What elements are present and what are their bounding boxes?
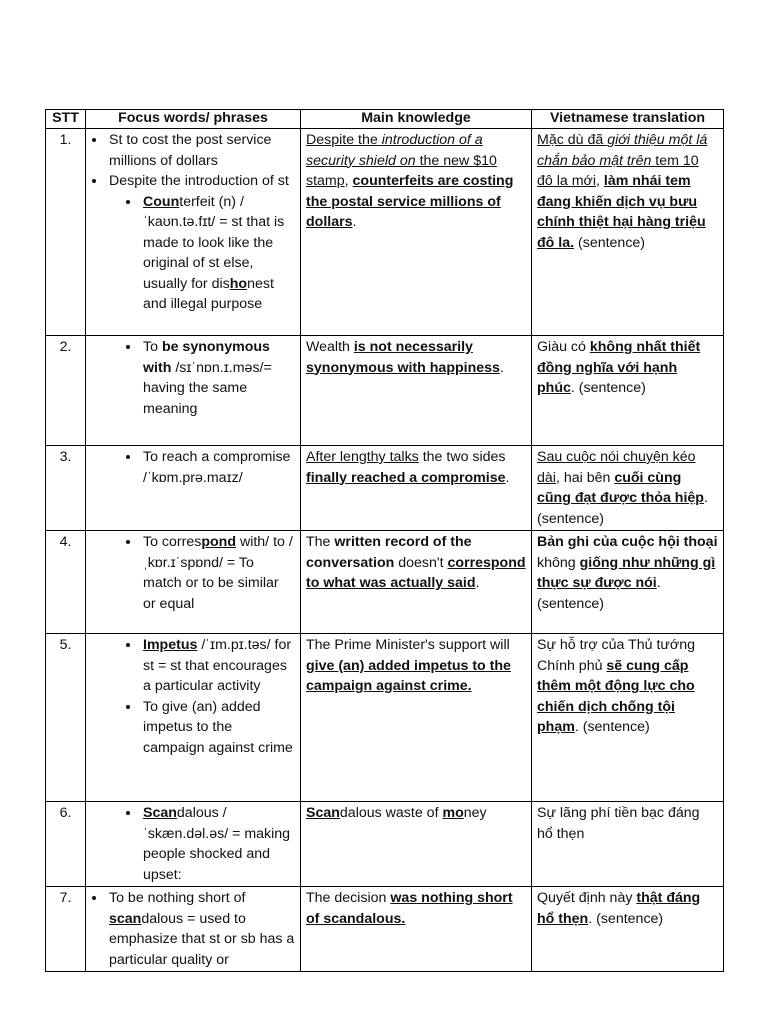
translation-cell	[532, 802, 724, 887]
text-run: /sɪˈnɒn.ɪ.məs/= having the same meaning	[143, 359, 272, 417]
translation-cell	[532, 129, 724, 336]
translation-cell	[532, 531, 724, 634]
translation-cell	[532, 336, 724, 446]
table-row	[46, 802, 724, 887]
text-run: Bản ghi của cuộc hội thoại	[537, 534, 718, 550]
focus-item	[141, 697, 295, 759]
focus-cell	[86, 446, 301, 531]
text-run: .	[505, 469, 510, 486]
text-run: be synonymous with	[143, 339, 270, 376]
text-run: làm nhái tem đang khiến dịch vụ bưu chính thiệt hại hàng triệu đô la.	[537, 173, 706, 251]
focus-sublist	[91, 447, 295, 488]
main-knowledge-cell	[301, 634, 532, 802]
focus-cell	[86, 129, 301, 336]
text-run: The decision	[306, 890, 391, 906]
text-run: giới thiệu một lá chắn bảo mật trên	[537, 132, 708, 169]
text-run: ho	[229, 275, 248, 292]
text-run: không	[537, 554, 580, 571]
text-run: the new $10 stamp	[306, 152, 497, 189]
text-run: Despite the	[306, 132, 382, 148]
text-run: dalous waste of	[339, 805, 443, 821]
header-stt: STT	[46, 110, 86, 129]
text-run: the two sides	[418, 449, 506, 465]
focus-cell	[86, 336, 301, 446]
row-number: 7.	[46, 887, 86, 972]
text-run: give (an) added impetus to the campaign against crime.	[306, 657, 511, 694]
text-run: The Prime Minister's support will	[306, 637, 510, 653]
row-number: 5.	[46, 634, 86, 802]
main-knowledge-cell	[301, 802, 532, 887]
focus-item	[141, 447, 295, 488]
text-run: correspond to what was actually said	[306, 554, 526, 591]
text-run: , hai bên	[555, 469, 615, 486]
text-run: giống như những gì thực sự được nói	[537, 554, 716, 591]
text-run: cuối cùng cũng đạt được thỏa hiệp	[537, 469, 704, 506]
translation-cell	[532, 634, 724, 802]
main-knowledge-cell	[301, 887, 532, 972]
focus-list	[91, 130, 295, 192]
text-run: mo	[442, 805, 464, 821]
text-run: introduction of a security shield on	[306, 132, 483, 169]
text-run: ,	[344, 173, 353, 189]
text-run: scan	[109, 910, 142, 927]
text-run: To reach a compromise /ˈkɒm.prə.maɪz/	[143, 449, 291, 486]
text-run: was nothing short of scandalous.	[306, 890, 513, 927]
focus-item	[107, 171, 295, 192]
focus-sublist	[91, 803, 295, 885]
text-run: ,	[595, 173, 604, 189]
text-run: Impetus	[143, 637, 198, 653]
table-row	[46, 446, 724, 531]
text-run: terfeit (n) /ˈkaʊn.tə.fɪt/ = st that is made to look like the original of st else, usually for dis	[143, 193, 285, 292]
focus-list	[91, 888, 295, 970]
text-run: The	[306, 534, 335, 550]
focus-sublist	[91, 192, 295, 315]
text-run: .	[475, 575, 480, 591]
focus-sublist	[91, 532, 295, 614]
header-focus: Focus words/ phrases	[86, 110, 301, 129]
text-run: To corres	[143, 534, 202, 550]
text-run: thật đáng hổ thẹn	[537, 890, 701, 927]
text-run: Mặc dù đã	[537, 132, 608, 148]
row-number: 6.	[46, 802, 86, 887]
text-run: written record of the conversation	[306, 534, 472, 571]
text-run: Sự hỗ trợ của Thủ tướng Chính phủ	[537, 637, 696, 674]
text-run: Sau cuộc nói chuyện kéo dài	[537, 449, 696, 486]
text-run: After lengthy talks	[306, 449, 419, 465]
focus-item	[141, 803, 295, 885]
text-run: Despite the introduction of st	[109, 173, 289, 189]
text-run: To give (an) added impetus to the campaign against crime	[143, 698, 293, 756]
text-run: dalous = used to emphasize that st or sb has a particular quality or	[109, 910, 295, 968]
header-row	[46, 110, 724, 129]
text-run: counterfeits are costing the postal service millions of dollars	[306, 173, 514, 230]
row-number: 2.	[46, 336, 86, 446]
text-run: . (sentence)	[537, 490, 708, 527]
text-run: To	[143, 339, 162, 355]
text-run: dalous /ˈskæn.dəl.əs/ = making people shocked and upset:	[143, 805, 291, 883]
text-run: . (sentence)	[574, 719, 650, 735]
text-run: Sự lãng phí tiền bạc đáng hổ thẹn	[537, 805, 700, 842]
text-run: pond	[201, 534, 237, 550]
text-run: (sentence)	[574, 234, 646, 251]
row-number: 3.	[46, 446, 86, 531]
focus-item	[141, 337, 295, 419]
row-number: 1.	[46, 129, 86, 336]
text-run: with/ to /ˌkɒr.ɪˈspɒnd/ = To match or to be similar or equal	[143, 534, 293, 612]
text-run: sẽ cung cấp thêm một động lực cho chiến dịch chống tội phạm	[537, 657, 695, 735]
focus-item	[141, 192, 295, 315]
focus-cell	[86, 802, 301, 887]
text-run: nest and illegal purpose	[143, 275, 274, 312]
translation-cell	[532, 446, 724, 531]
text-run: ney	[463, 805, 487, 821]
text-run: . (sentence)	[570, 380, 646, 396]
table-row	[46, 129, 724, 336]
text-run: . (sentence)	[588, 910, 664, 927]
text-run: Coun	[143, 193, 180, 210]
translation-cell	[532, 887, 724, 972]
text-run: . (sentence)	[537, 575, 661, 612]
row-number: 4.	[46, 531, 86, 634]
text-run: .	[352, 214, 357, 230]
text-run: finally reached a compromise	[306, 469, 506, 486]
text-run: doesn't	[394, 554, 448, 571]
main-knowledge-cell	[301, 531, 532, 634]
text-run: Scan	[143, 805, 177, 821]
focus-item	[141, 635, 295, 697]
text-run: Scan	[306, 805, 340, 821]
text-run: /ˈɪm.pɪ.təs/ for st = st that encourages a particular activity	[143, 637, 292, 694]
table-row	[46, 531, 724, 634]
text-run: .	[499, 359, 504, 376]
vocabulary-table	[45, 109, 724, 972]
text-run: Giàu có	[537, 339, 590, 355]
focus-item	[141, 532, 295, 614]
text-run: không nhất thiết đồng nghĩa với hạnh phúc	[537, 339, 701, 396]
focus-cell	[86, 634, 301, 802]
main-knowledge-cell	[301, 129, 532, 336]
table-row	[46, 634, 724, 802]
focus-sublist	[91, 635, 295, 758]
focus-cell	[86, 887, 301, 972]
focus-item	[107, 888, 295, 970]
text-run: Quyết định này	[537, 890, 637, 906]
focus-sublist	[91, 337, 295, 419]
table-row	[46, 336, 724, 446]
focus-cell	[86, 531, 301, 634]
text-run: To be nothing short of	[109, 890, 246, 906]
focus-item	[107, 130, 295, 171]
text-run: is not necessarily synonymous with happiness	[306, 339, 500, 376]
main-knowledge-cell	[301, 446, 532, 531]
header-main: Main knowledge	[301, 110, 532, 129]
text-run: Wealth	[306, 339, 354, 355]
header-viet: Vietnamese translation	[532, 110, 724, 129]
text-run: St to cost the post service millions of dollars	[109, 132, 272, 169]
table-row	[46, 887, 724, 972]
text-run: tem 10 đô la mới	[537, 152, 699, 189]
main-knowledge-cell	[301, 336, 532, 446]
